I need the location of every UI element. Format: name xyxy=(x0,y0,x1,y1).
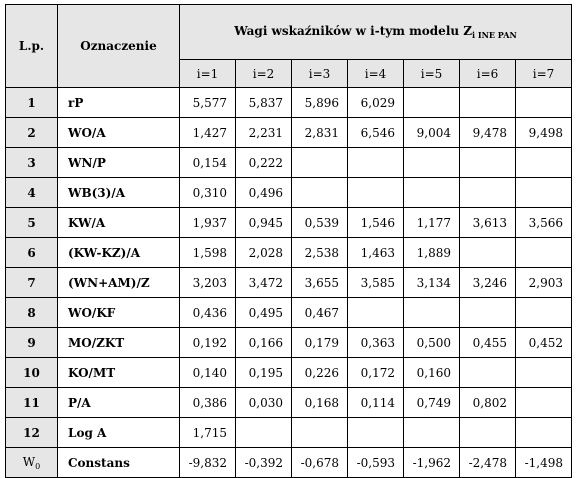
weight-cell: 1,889 xyxy=(404,238,460,268)
weight-cell: 0,436 xyxy=(180,298,236,328)
table-row xyxy=(6,148,572,178)
table-row-constant xyxy=(6,448,572,478)
row-number: 1 xyxy=(6,88,58,118)
weight-cell xyxy=(516,358,572,388)
table-row xyxy=(6,118,572,148)
table-row xyxy=(6,268,572,298)
weight-cell: 5,577 xyxy=(180,88,236,118)
weight-cell: 0,496 xyxy=(236,178,292,208)
table-row xyxy=(6,388,572,418)
row-designation: (KW-KZ)/A xyxy=(58,238,180,268)
weight-cell: 9,498 xyxy=(516,118,572,148)
weight-cell: 2,831 xyxy=(292,118,348,148)
header-model-weights xyxy=(180,5,572,60)
row-number: 12 xyxy=(6,418,58,448)
weight-cell xyxy=(516,88,572,118)
row-number: 2 xyxy=(6,118,58,148)
weight-cell xyxy=(348,178,404,208)
header-model-weights-label: Wagi wskaźników w i-tym modelu $Z_{i INE PAN}$ xyxy=(234,24,517,40)
constant-cell: -9,832 xyxy=(180,448,236,478)
row-number: 9 xyxy=(6,328,58,358)
header-designation xyxy=(58,5,180,88)
weight-cell: 0,310 xyxy=(180,178,236,208)
weight-cell: 1,427 xyxy=(180,118,236,148)
table-row xyxy=(6,328,572,358)
weight-cell: 0,226 xyxy=(292,358,348,388)
weight-cell xyxy=(460,178,516,208)
table-row xyxy=(6,298,572,328)
header-lp xyxy=(6,5,58,88)
weight-cell xyxy=(404,298,460,328)
header-designation-label: Oznaczenie xyxy=(80,39,157,53)
weight-cell xyxy=(460,418,516,448)
row-designation: KW/A xyxy=(58,208,180,238)
weight-cell: 3,472 xyxy=(236,268,292,298)
weight-cell: 0,140 xyxy=(180,358,236,388)
weight-cell: 1,177 xyxy=(404,208,460,238)
constant-cell: -0,593 xyxy=(348,448,404,478)
weight-cell: 3,203 xyxy=(180,268,236,298)
weight-cell: 0,452 xyxy=(516,328,572,358)
row-number: 8 xyxy=(6,298,58,328)
weight-cell xyxy=(516,388,572,418)
weight-cell: 1,546 xyxy=(348,208,404,238)
table-row xyxy=(6,208,572,238)
weight-cell xyxy=(460,358,516,388)
weight-cell: 0,222 xyxy=(236,148,292,178)
row-number: 10 xyxy=(6,358,58,388)
row-designation: WB(3)/A xyxy=(58,178,180,208)
weight-cell: 0,539 xyxy=(292,208,348,238)
row-designation-constant: Constans xyxy=(58,448,180,478)
table-body xyxy=(6,88,572,478)
header-model-4: i=4 xyxy=(348,60,404,88)
weight-cell xyxy=(348,418,404,448)
table-row xyxy=(6,418,572,448)
weight-cell: 0,154 xyxy=(180,148,236,178)
weight-cell xyxy=(460,298,516,328)
header-model-1: i=1 xyxy=(180,60,236,88)
weight-cell: 5,837 xyxy=(236,88,292,118)
table-row xyxy=(6,358,572,388)
weight-cell: 2,028 xyxy=(236,238,292,268)
constant-cell: -2,478 xyxy=(460,448,516,478)
weight-cell: 0,802 xyxy=(460,388,516,418)
row-number: 7 xyxy=(6,268,58,298)
constant-cell: -1,498 xyxy=(516,448,572,478)
constant-symbol-subscript: 0 xyxy=(35,461,41,471)
weight-cell: 0,455 xyxy=(460,328,516,358)
header-model-5: i=5 xyxy=(404,60,460,88)
row-designation: WN/P xyxy=(58,148,180,178)
weight-cell: 9,478 xyxy=(460,118,516,148)
row-designation: WO/A xyxy=(58,118,180,148)
weight-cell: 6,029 xyxy=(348,88,404,118)
weight-cell xyxy=(516,298,572,328)
weight-cell: 0,168 xyxy=(292,388,348,418)
weight-cell xyxy=(236,418,292,448)
table-row xyxy=(6,178,572,208)
weight-cell xyxy=(516,418,572,448)
weight-cell: 3,134 xyxy=(404,268,460,298)
weight-cell: 0,172 xyxy=(348,358,404,388)
header-model-7: i=7 xyxy=(516,60,572,88)
constant-cell: -0,678 xyxy=(292,448,348,478)
table-row xyxy=(6,88,572,118)
weight-cell: 0,192 xyxy=(180,328,236,358)
weight-cell: 0,386 xyxy=(180,388,236,418)
weight-cell: 0,500 xyxy=(404,328,460,358)
weight-cell: 0,179 xyxy=(292,328,348,358)
weight-cell: 1,937 xyxy=(180,208,236,238)
row-designation: rP xyxy=(58,88,180,118)
weight-cell xyxy=(348,298,404,328)
header-model-2: i=2 xyxy=(236,60,292,88)
row-number-constant xyxy=(6,448,58,478)
weight-cell: 9,004 xyxy=(404,118,460,148)
constant-symbol: W xyxy=(22,454,36,469)
table-row xyxy=(6,238,572,268)
weights-table-wrapper xyxy=(5,4,572,478)
row-designation: (WN+AM)/Z xyxy=(58,268,180,298)
weight-cell: 1,463 xyxy=(348,238,404,268)
weight-cell: 2,231 xyxy=(236,118,292,148)
weight-cell: 3,566 xyxy=(516,208,572,238)
row-number: 11 xyxy=(6,388,58,418)
row-designation: WO/KF xyxy=(58,298,180,328)
weight-cell xyxy=(292,418,348,448)
weight-cell: 3,246 xyxy=(460,268,516,298)
weight-cell xyxy=(460,238,516,268)
weight-cell: 0,030 xyxy=(236,388,292,418)
weight-cell xyxy=(460,88,516,118)
weight-cell: 0,749 xyxy=(404,388,460,418)
weight-cell: 0,945 xyxy=(236,208,292,238)
weight-cell xyxy=(292,178,348,208)
weight-cell: 1,715 xyxy=(180,418,236,448)
weight-cell xyxy=(460,148,516,178)
constant-cell: -1,962 xyxy=(404,448,460,478)
weight-cell: 3,585 xyxy=(348,268,404,298)
weight-cell: 3,655 xyxy=(292,268,348,298)
header-model-6: i=6 xyxy=(460,60,516,88)
weight-cell: 2,903 xyxy=(516,268,572,298)
row-number: 6 xyxy=(6,238,58,268)
weight-cell: 0,195 xyxy=(236,358,292,388)
weight-cell xyxy=(404,88,460,118)
constant-cell: -0,392 xyxy=(236,448,292,478)
weight-cell xyxy=(404,148,460,178)
weight-cell: 1,598 xyxy=(180,238,236,268)
row-designation: KO/MT xyxy=(58,358,180,388)
header-model-weights-subscript: i INE PAN xyxy=(472,30,517,40)
weights-table xyxy=(5,4,572,478)
row-designation: Log A xyxy=(58,418,180,448)
weight-cell xyxy=(516,238,572,268)
header-model-3: i=3 xyxy=(292,60,348,88)
row-number: 3 xyxy=(6,148,58,178)
weight-cell: 0,166 xyxy=(236,328,292,358)
weight-cell xyxy=(516,148,572,178)
weight-cell: 0,160 xyxy=(404,358,460,388)
weight-cell: 5,896 xyxy=(292,88,348,118)
weight-cell: 6,546 xyxy=(348,118,404,148)
weight-cell xyxy=(348,148,404,178)
row-number: 4 xyxy=(6,178,58,208)
row-designation: P/A xyxy=(58,388,180,418)
header-lp-label: L.p. xyxy=(18,39,45,53)
weight-cell: 0,495 xyxy=(236,298,292,328)
weight-cell: 2,538 xyxy=(292,238,348,268)
weight-cell xyxy=(516,178,572,208)
row-number: 5 xyxy=(6,208,58,238)
weight-cell: 0,467 xyxy=(292,298,348,328)
weight-cell xyxy=(404,418,460,448)
weight-cell: 3,613 xyxy=(460,208,516,238)
weight-cell xyxy=(404,178,460,208)
weight-cell: 0,363 xyxy=(348,328,404,358)
row-designation: MO/ZKT xyxy=(58,328,180,358)
weight-cell xyxy=(292,148,348,178)
weight-cell: 0,114 xyxy=(348,388,404,418)
